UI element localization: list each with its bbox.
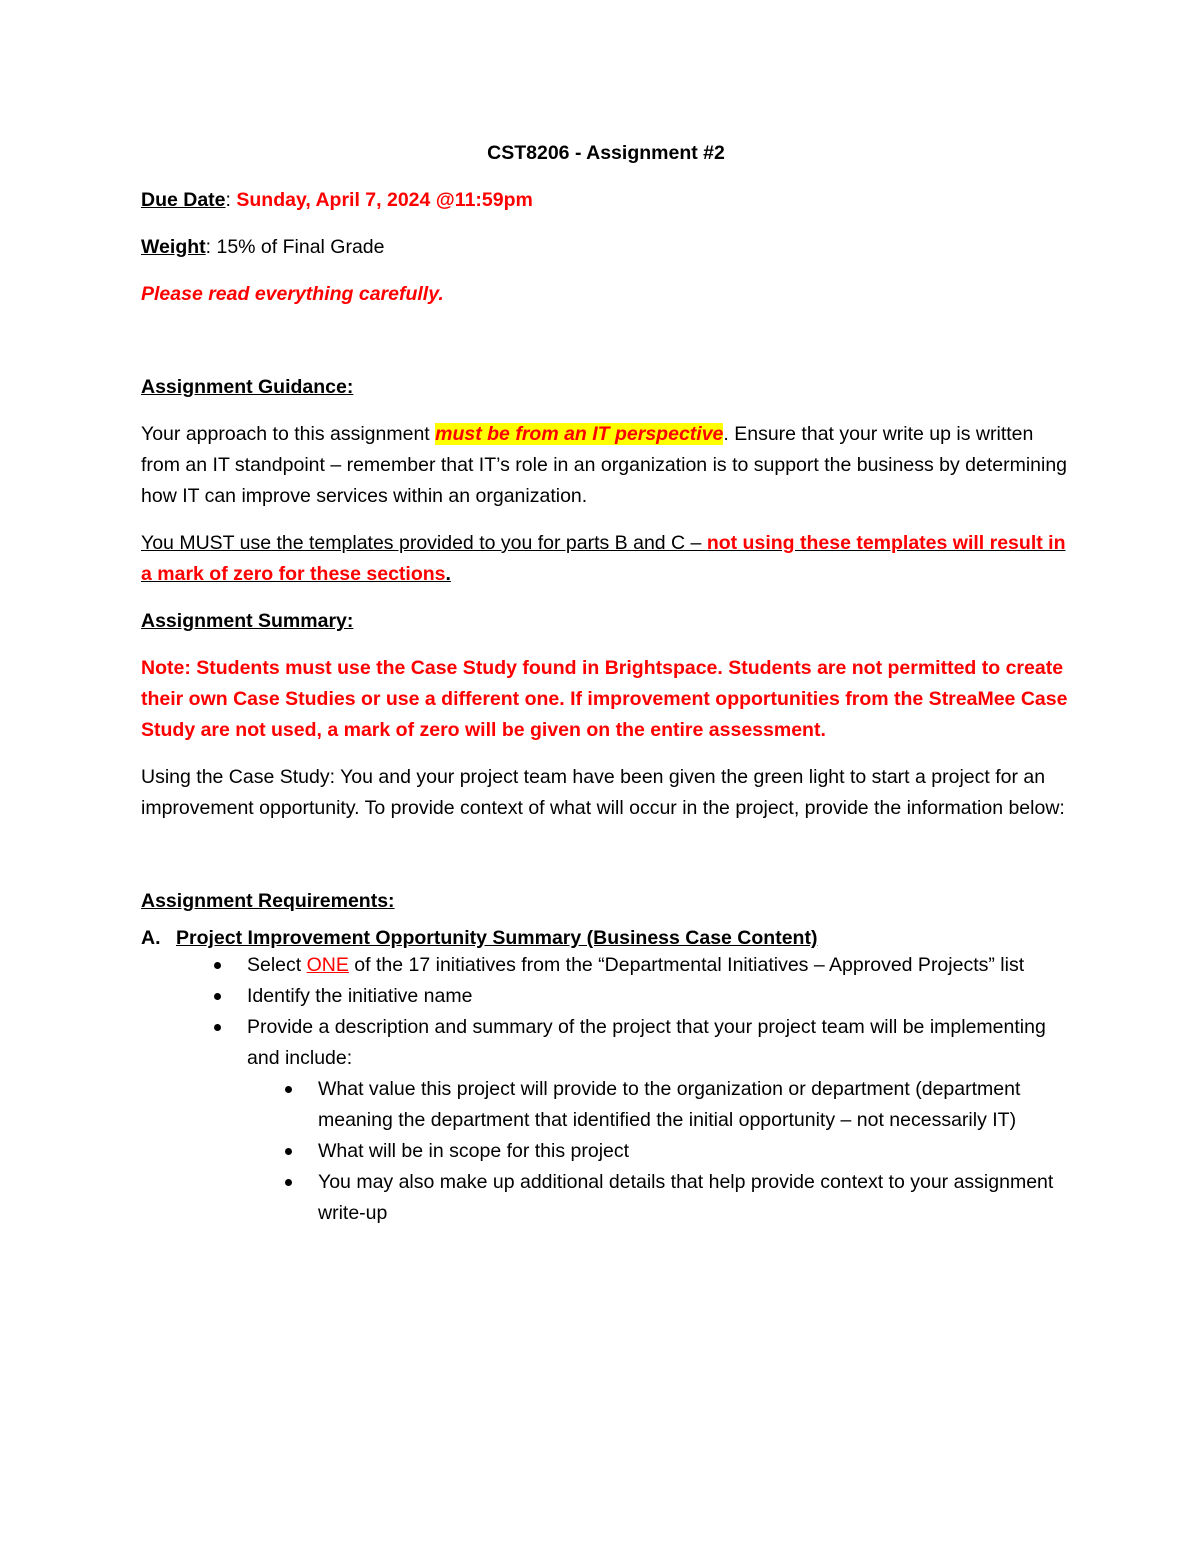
document-title: CST8206 - Assignment #2 xyxy=(487,142,725,164)
list-item xyxy=(212,950,1071,981)
weight-line xyxy=(141,232,1071,263)
weight-label: Weight xyxy=(141,236,206,258)
section-a-title: Project Improvement Opportunity Summary (Business Case Content) xyxy=(176,927,818,949)
requirements-list xyxy=(212,950,1071,1229)
case-study-note: Note: Students must use the Case Study found in Brightspace. Students are not permitted to create their own Case Studies or use a different one. If improvement opportunities from the StreaMee Case Study are not used, a mark of zero will be given on the entire assessment. xyxy=(141,657,1068,741)
weight-value: : 15% of Final Grade xyxy=(205,236,385,258)
templates-text: You MUST use the templates provided to you for parts B and C – xyxy=(141,532,707,554)
sub-list-item xyxy=(283,1136,1071,1167)
item-text: Select xyxy=(247,954,307,976)
bullet-icon xyxy=(285,1179,292,1186)
section-a-letter: A. xyxy=(141,927,161,949)
bullet-icon xyxy=(214,993,221,1000)
requirements-heading: Assignment Requirements: xyxy=(141,890,395,912)
list-item xyxy=(212,981,1071,1012)
due-date-separator: : xyxy=(225,189,237,211)
bullet-icon xyxy=(214,1024,221,1031)
list-item xyxy=(212,1012,1071,1229)
section-a-heading xyxy=(141,927,1071,950)
sub-list xyxy=(283,1074,1071,1229)
guidance-heading: Assignment Guidance: xyxy=(141,376,354,398)
guidance-text-end: . Ensure that your write up is written from an IT standpoint – remember that IT’s role in an organization is to support the business by determining how IT can improve services within an organization. xyxy=(141,423,1068,507)
item-text: What value this project will provide to the organization or department (department meaning the department that identified the initial opportunity – not necessarily IT) xyxy=(318,1078,1021,1131)
item-text: You may also make up additional details that help provide context to your assignment write-up xyxy=(318,1171,1054,1224)
due-date-line xyxy=(141,185,1071,216)
item-text: of the 17 initiatives from the “Departmental Initiatives – Approved Projects” list xyxy=(348,954,1025,976)
bullet-icon xyxy=(285,1086,292,1093)
sub-list-item xyxy=(283,1074,1071,1136)
case-study-paragraph: Using the Case Study: You and your project team have been given the green light to start a project for an improvement opportunity. To provide context of what will occur in the project, provide the information below: xyxy=(141,766,1065,819)
item-text: Provide a description and summary of the project that your project team will be implementing and include: xyxy=(247,1016,1046,1069)
document-content xyxy=(141,138,1071,1229)
item-text: Identify the initiative name xyxy=(247,985,473,1007)
bullet-icon xyxy=(214,962,221,969)
due-date-label: Due Date xyxy=(141,189,226,211)
templates-period: . xyxy=(445,563,451,585)
due-date-value: Sunday, April 7, 2024 @11:59pm xyxy=(236,189,533,211)
read-carefully-note: Please read everything carefully. xyxy=(141,283,444,305)
guidance-paragraph xyxy=(141,419,1071,512)
templates-paragraph xyxy=(141,528,1071,590)
one-emphasis: ONE xyxy=(306,954,349,976)
summary-heading: Assignment Summary: xyxy=(141,610,354,632)
sub-list-item xyxy=(283,1167,1071,1229)
bullet-icon xyxy=(285,1148,292,1155)
guidance-text-start: Your approach to this assignment xyxy=(141,423,436,445)
templates-warning: not using these templates will result in a mark of zero for these sections xyxy=(141,532,1066,585)
it-perspective-highlight: must be from an IT perspective xyxy=(435,423,724,445)
item-text: What will be in scope for this project xyxy=(318,1140,630,1162)
